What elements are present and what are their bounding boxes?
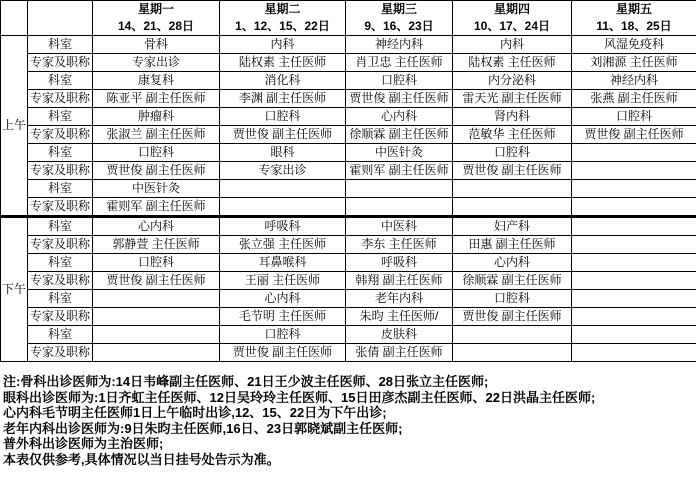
table-row	[1, 254, 696, 272]
row-label-expert: 专家及职称	[28, 308, 93, 326]
day-dates: 10、17、24日	[473, 19, 551, 33]
table-row	[1, 290, 696, 308]
label-column-header	[28, 1, 93, 36]
department-cell: 内分泌科	[453, 72, 572, 90]
department-cell: 呼吸科	[346, 254, 453, 272]
table-row	[1, 326, 696, 344]
table-row	[1, 236, 696, 254]
expert-cell	[220, 198, 346, 217]
row-label-expert: 专家及职称	[28, 54, 93, 72]
day-dates: 9、16、23日	[364, 19, 434, 33]
expert-cell: 专家出诊	[220, 162, 346, 180]
row-label-department: 科室	[28, 72, 93, 90]
faint-gridline	[0, 481, 696, 482]
department-cell: 心内科	[220, 290, 346, 308]
expert-cell: 张立强 主任医师	[220, 236, 346, 254]
table-row	[1, 344, 696, 362]
row-label-department: 科室	[28, 326, 93, 344]
expert-cell	[572, 272, 696, 290]
department-cell: 老年内科	[346, 290, 453, 308]
row-label-department: 科室	[28, 290, 93, 308]
department-cell: 耳鼻喉科	[220, 254, 346, 272]
expert-cell: 雷天光 副主任医师	[453, 90, 572, 108]
table-row	[1, 108, 696, 126]
department-cell: 中医针灸	[346, 144, 453, 162]
row-label-expert: 专家及职称	[28, 198, 93, 217]
expert-cell	[572, 198, 696, 217]
department-cell: 内科	[220, 36, 346, 54]
row-label-expert: 专家及职称	[28, 236, 93, 254]
department-cell: 心内科	[93, 217, 220, 236]
expert-cell	[572, 308, 696, 326]
department-cell: 口腔科	[453, 144, 572, 162]
department-cell	[453, 180, 572, 198]
department-cell	[572, 326, 696, 344]
department-cell: 口腔科	[346, 72, 453, 90]
department-cell	[93, 290, 220, 308]
department-cell: 消化科	[220, 72, 346, 90]
expert-cell: 霍则军 副主任医师	[93, 198, 220, 217]
department-cell: 中医针灸	[93, 180, 220, 198]
department-cell	[453, 326, 572, 344]
row-label-expert: 专家及职称	[28, 90, 93, 108]
day-header-1	[93, 1, 220, 36]
expert-cell: 毛节明 主任医师	[220, 308, 346, 326]
department-cell: 康复科	[93, 72, 220, 90]
expert-cell: 范敏华 主任医师	[453, 126, 572, 144]
corner-cell	[1, 1, 28, 36]
department-cell: 中医科	[346, 217, 453, 236]
department-cell: 内科	[453, 36, 572, 54]
expert-cell: 陆权素 主任医师	[220, 54, 346, 72]
department-cell: 心内科	[346, 108, 453, 126]
note-line-1: 注:骨科出诊医师为:14日韦峰副主任医师、21日王少波主任医师、28日张立主任医师;	[3, 374, 489, 389]
period-label-afternoon: 下午	[1, 217, 28, 362]
note-line-3: 心内科毛节明主任医师1日上午临时出诊,12、15、22日为下午出诊;	[3, 405, 387, 420]
department-cell: 心内科	[453, 254, 572, 272]
table-row	[1, 180, 696, 198]
row-label-department: 科室	[28, 144, 93, 162]
table-row	[1, 217, 696, 236]
expert-cell: 韩翔 副主任医师	[346, 272, 453, 290]
department-cell: 口腔科	[220, 108, 346, 126]
expert-cell: 徐顺霖 副主任医师	[346, 126, 453, 144]
schedule-body	[1, 36, 696, 362]
expert-cell: 贾世俊 副主任医师	[220, 344, 346, 362]
expert-cell: 郭静萱 主任医师	[93, 236, 220, 254]
expert-cell: 专家出诊	[93, 54, 220, 72]
schedule-header	[1, 1, 696, 36]
expert-cell: 陆权素 主任医师	[453, 54, 572, 72]
department-cell	[346, 180, 453, 198]
department-cell: 神经内科	[346, 36, 453, 54]
table-row	[1, 36, 696, 54]
note-line-5: 普外科出诊医师为主治医师;	[3, 436, 164, 451]
expert-cell: 肖卫忠 主任医师	[346, 54, 453, 72]
day-dates: 14、21、28日	[117, 19, 195, 33]
department-cell	[220, 180, 346, 198]
table-row	[1, 162, 696, 180]
expert-cell	[93, 308, 220, 326]
department-cell	[572, 290, 696, 308]
expert-cell: 刘湘源 主任医师	[572, 54, 696, 72]
row-label-department: 科室	[28, 217, 93, 236]
department-cell	[93, 326, 220, 344]
expert-cell: 陈亚平 副主任医师	[93, 90, 220, 108]
expert-cell	[572, 344, 696, 362]
department-cell: 眼科	[220, 144, 346, 162]
expert-cell: 贾世俊 副主任医师	[220, 126, 346, 144]
department-cell: 呼吸科	[220, 217, 346, 236]
expert-cell: 朱昀 主任医师/	[346, 308, 453, 326]
department-cell: 口腔科	[220, 326, 346, 344]
department-cell: 口腔科	[93, 254, 220, 272]
expert-cell: 贾世俊 副主任医师	[572, 126, 696, 144]
expert-cell	[453, 344, 572, 362]
expert-cell: 张淑兰 副主任医师	[93, 126, 220, 144]
period-label-morning: 上午	[1, 36, 28, 217]
expert-cell: 贾世俊 副主任医师	[93, 162, 220, 180]
expert-cell: 李东 主任医师	[346, 236, 453, 254]
note-line-2: 眼科出诊医师为:1日齐虹主任医师、12日吴玲玲主任医师、15日田彦杰副主任医师、22日洪晶主任医师;	[3, 389, 596, 405]
table-row	[1, 72, 696, 90]
day-header-3	[346, 1, 453, 36]
day-dates: 11、18、25日	[596, 19, 672, 33]
table-row	[1, 144, 696, 162]
row-label-expert: 专家及职称	[28, 162, 93, 180]
row-label-department: 科室	[28, 36, 93, 54]
notes	[3, 374, 693, 467]
expert-cell: 李渊 副主任医师	[220, 90, 346, 108]
faint-gridline	[163, 468, 164, 483]
note-line-4: 老年内科出诊医师为:9日朱昀主任医师,16日、23日郭晓斌副主任医师;	[3, 420, 403, 436]
table-row	[1, 272, 696, 290]
day-name: 星期五	[615, 2, 652, 16]
department-cell: 皮肤科	[346, 326, 453, 344]
table-row	[1, 126, 696, 144]
expert-cell: 霍则军 副主任医师	[346, 162, 453, 180]
day-name: 星期四	[493, 2, 530, 16]
department-cell	[572, 254, 696, 272]
expert-cell	[572, 162, 696, 180]
department-cell	[572, 144, 696, 162]
expert-cell: 王丽 主任医师	[220, 272, 346, 290]
day-name: 星期二	[264, 2, 301, 16]
faint-gridline	[0, 468, 696, 469]
expert-cell: 贾世俊 副主任医师	[346, 90, 453, 108]
department-cell: 风湿免疫科	[572, 36, 696, 54]
expert-cell	[572, 236, 696, 254]
expert-cell: 贾世俊 副主任医师	[453, 308, 572, 326]
department-cell	[572, 180, 696, 198]
day-dates: 1、12、15、22日	[235, 19, 330, 33]
expert-cell	[346, 198, 453, 217]
row-label-department: 科室	[28, 254, 93, 272]
row-label-department: 科室	[28, 108, 93, 126]
department-cell: 口腔科	[93, 144, 220, 162]
table-row	[1, 308, 696, 326]
row-label-expert: 专家及职称	[28, 126, 93, 144]
table-row	[1, 90, 696, 108]
table-row	[1, 198, 696, 217]
day-header-2	[220, 1, 346, 36]
day-name: 星期一	[137, 2, 174, 16]
expert-cell: 田惠 副主任医师	[453, 236, 572, 254]
department-cell: 骨科	[93, 36, 220, 54]
day-name: 星期三	[380, 2, 417, 16]
department-cell	[572, 217, 696, 236]
department-cell: 肿瘤科	[93, 108, 220, 126]
row-label-department: 科室	[28, 180, 93, 198]
expert-cell: 徐顺霖 副主任医师	[453, 272, 572, 290]
expert-cell	[453, 198, 572, 217]
table-row	[1, 54, 696, 72]
row-label-expert: 专家及职称	[28, 344, 93, 362]
note-line-6: 本表仅供参考,具体情况以当日挂号处告示为准。	[3, 451, 280, 467]
day-header-4	[453, 1, 572, 36]
department-cell: 口腔科	[572, 108, 696, 126]
department-cell: 妇产科	[453, 217, 572, 236]
expert-cell: 贾世俊 副主任医师	[453, 162, 572, 180]
expert-cell: 张倩 副主任医师	[346, 344, 453, 362]
expert-cell: 张燕 副主任医师	[572, 90, 696, 108]
expert-cell: 贾世俊 副主任医师	[93, 272, 220, 290]
department-cell: 口腔科	[453, 290, 572, 308]
department-cell: 神经内科	[572, 72, 696, 90]
row-label-expert: 专家及职称	[28, 272, 93, 290]
department-cell: 肾内科	[453, 108, 572, 126]
expert-cell	[93, 344, 220, 362]
day-header-5	[572, 1, 696, 36]
